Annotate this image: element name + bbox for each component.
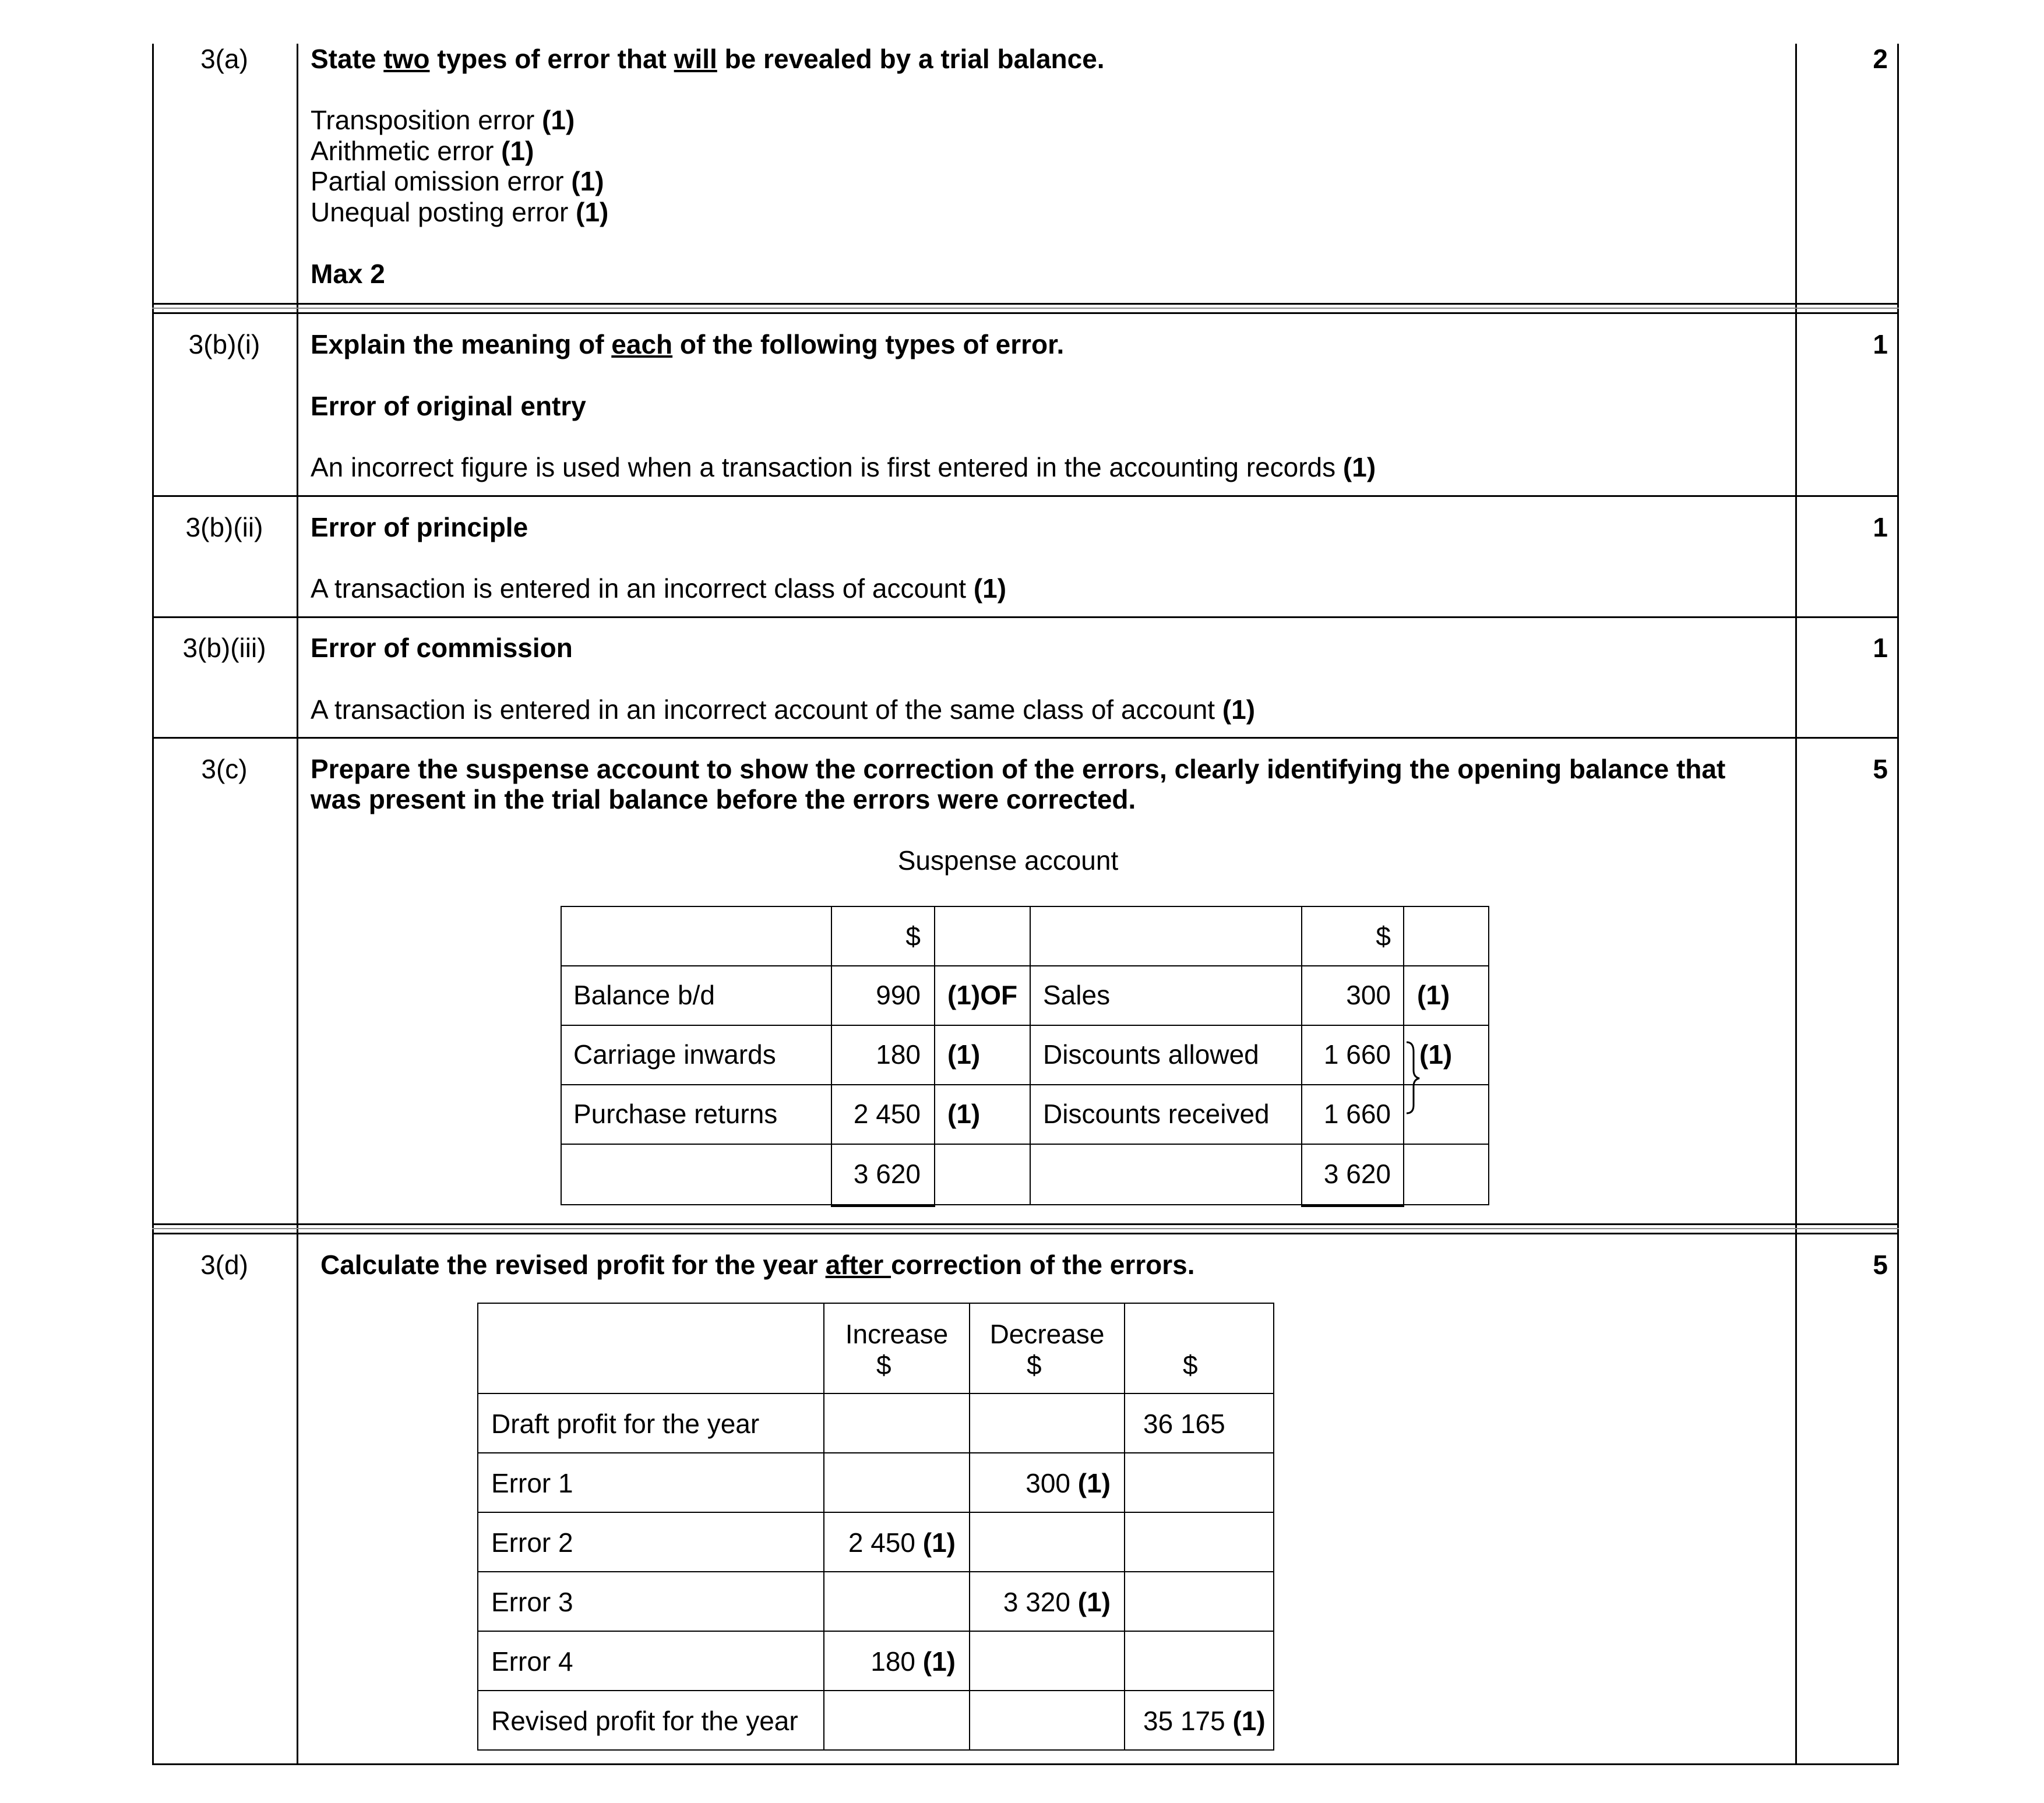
max-marks-note: Max 2 xyxy=(311,259,385,289)
credit-amount: 1 660 xyxy=(1323,1039,1391,1070)
curly-bracket-icon xyxy=(1404,1040,1422,1116)
debit-mark: (1) xyxy=(947,1039,981,1070)
table-line xyxy=(1488,906,1489,1205)
error-heading: Error of principle xyxy=(311,512,528,542)
question-text-line-2: was present in the trial balance before the errors were corrected. xyxy=(311,784,1136,814)
total-double-underline xyxy=(1301,1204,1404,1207)
debit-amount: 990 xyxy=(876,980,921,1010)
table-line xyxy=(477,1452,1274,1453)
credit-total: 3 620 xyxy=(1323,1159,1391,1189)
separator-3bii-3biii xyxy=(152,616,1899,618)
separator-3c-3d-inner xyxy=(152,1228,1899,1229)
table-line xyxy=(1030,906,1031,1205)
debit-total: 3 620 xyxy=(853,1159,921,1189)
marks-value: 1 xyxy=(1873,329,1888,359)
decrease-value: 3 320 (1) xyxy=(1003,1587,1111,1617)
credit-amount: 300 xyxy=(1346,980,1391,1010)
separator-3bi-3bii xyxy=(152,495,1899,497)
account-title: Suspense account xyxy=(897,845,1119,876)
row-label: Revised profit for the year xyxy=(491,1706,798,1736)
outer-right-border xyxy=(1897,44,1899,1765)
question-text-line-1: Prepare the suspense account to show the correction of the errors, clearly identifying the opening balance that xyxy=(311,754,1726,784)
table-line xyxy=(477,1571,1274,1572)
marks-value: 5 xyxy=(1873,1250,1888,1280)
increase-value: 2 450 (1) xyxy=(848,1527,956,1558)
credit-label: Discounts allowed xyxy=(1043,1039,1259,1070)
table-line xyxy=(477,1303,478,1751)
total-value: 36 165 xyxy=(1143,1409,1225,1439)
answer-line: A transaction is entered in an incorrect account of the same class of account (1) xyxy=(311,694,1256,725)
answer-line: Arithmetic error (1) xyxy=(311,136,534,166)
row-label: Error 3 xyxy=(491,1587,573,1617)
question-number: 3(d) xyxy=(200,1250,248,1280)
separator-3c-3d-lower xyxy=(152,1233,1899,1234)
question-text: Explain the meaning of each of the following types of error. xyxy=(311,329,1065,359)
total-currency: $ xyxy=(1183,1350,1198,1380)
answer-line: Partial omission error (1) xyxy=(311,166,604,196)
separator-3a-3b-lower xyxy=(152,312,1899,314)
total-value: 35 175 (1) xyxy=(1143,1706,1266,1736)
table-line xyxy=(561,906,1489,907)
table-line xyxy=(1124,1303,1125,1751)
table-line xyxy=(1273,1303,1274,1751)
increase-currency: $ xyxy=(876,1350,891,1380)
table-line xyxy=(477,1631,1274,1632)
currency-header: $ xyxy=(1376,921,1391,951)
marks-value: 1 xyxy=(1873,512,1888,542)
increase-header: Increase xyxy=(845,1319,949,1349)
table-line xyxy=(477,1393,1274,1394)
debit-mark: (1) xyxy=(947,1099,981,1129)
credit-mark: (1) xyxy=(1417,980,1450,1010)
table-line xyxy=(831,906,832,1205)
question-text: State two types of error that will be revealed by a trial balance. xyxy=(311,44,1105,74)
question-number: 3(b)(iii) xyxy=(182,633,266,663)
question-number: 3(b)(ii) xyxy=(185,512,263,542)
question-number: 3(a) xyxy=(200,44,248,74)
answer-line: A transaction is entered in an incorrect class of account (1) xyxy=(311,573,1007,604)
marks-value: 5 xyxy=(1873,754,1888,784)
row-label: Error 2 xyxy=(491,1527,573,1558)
row-label: Draft profit for the year xyxy=(491,1409,760,1439)
decrease-value: 300 (1) xyxy=(1025,1468,1111,1498)
total-double-underline xyxy=(831,1204,935,1207)
increase-value: 180 (1) xyxy=(871,1646,956,1677)
answer-line: Transposition error (1) xyxy=(311,105,575,135)
table-line xyxy=(934,906,935,1205)
outer-bottom-border xyxy=(152,1763,1899,1765)
error-heading: Error of original entry xyxy=(311,391,586,421)
table-line xyxy=(561,906,562,1205)
outer-left-border xyxy=(152,44,154,1765)
table-line xyxy=(561,1144,1489,1145)
credit-label: Sales xyxy=(1043,980,1111,1010)
credit-mark: (1) xyxy=(1419,1039,1453,1070)
row-label: Error 4 xyxy=(491,1646,573,1677)
question-text: Calculate the revised profit for the year after correction of the errors. xyxy=(320,1250,1195,1280)
separator-3c-3d xyxy=(152,1223,1899,1225)
table-line xyxy=(561,965,1489,966)
debit-label: Balance b/d xyxy=(573,980,715,1010)
debit-mark: (1)OF xyxy=(947,980,1018,1010)
debit-amount: 180 xyxy=(876,1039,921,1070)
debit-label: Carriage inwards xyxy=(573,1039,776,1070)
marks-value: 1 xyxy=(1873,633,1888,663)
answer-line: Unequal posting error (1) xyxy=(311,197,609,227)
error-heading: Error of commission xyxy=(311,633,573,663)
separator-3a-3b xyxy=(152,303,1899,305)
decrease-currency: $ xyxy=(1027,1350,1042,1380)
separator-3biii-3c xyxy=(152,737,1899,739)
credit-label: Discounts received xyxy=(1043,1099,1270,1129)
question-number: 3(b)(i) xyxy=(188,329,260,359)
number-column-divider xyxy=(297,44,298,1765)
row-label: Error 1 xyxy=(491,1468,573,1498)
answer-line: An incorrect figure is used when a transaction is first entered in the accounting records (1) xyxy=(311,452,1376,482)
currency-header: $ xyxy=(905,921,921,951)
marks-value: 2 xyxy=(1873,44,1888,74)
table-line xyxy=(477,1303,1274,1304)
decrease-header: Decrease xyxy=(989,1319,1105,1349)
table-line xyxy=(477,1749,1274,1751)
credit-amount: 1 660 xyxy=(1323,1099,1391,1129)
table-line xyxy=(823,1303,824,1751)
table-line xyxy=(1301,906,1302,1205)
separator-3a-3b-inner xyxy=(152,308,1899,309)
debit-amount: 2 450 xyxy=(853,1099,921,1129)
debit-label: Purchase returns xyxy=(573,1099,778,1129)
table-line xyxy=(561,1025,1489,1026)
table-line xyxy=(477,1512,1274,1513)
question-number: 3(c) xyxy=(201,754,248,784)
marks-column-divider xyxy=(1795,44,1797,1765)
table-line xyxy=(969,1303,970,1751)
table-line xyxy=(561,1084,1489,1085)
table-line xyxy=(477,1690,1274,1691)
